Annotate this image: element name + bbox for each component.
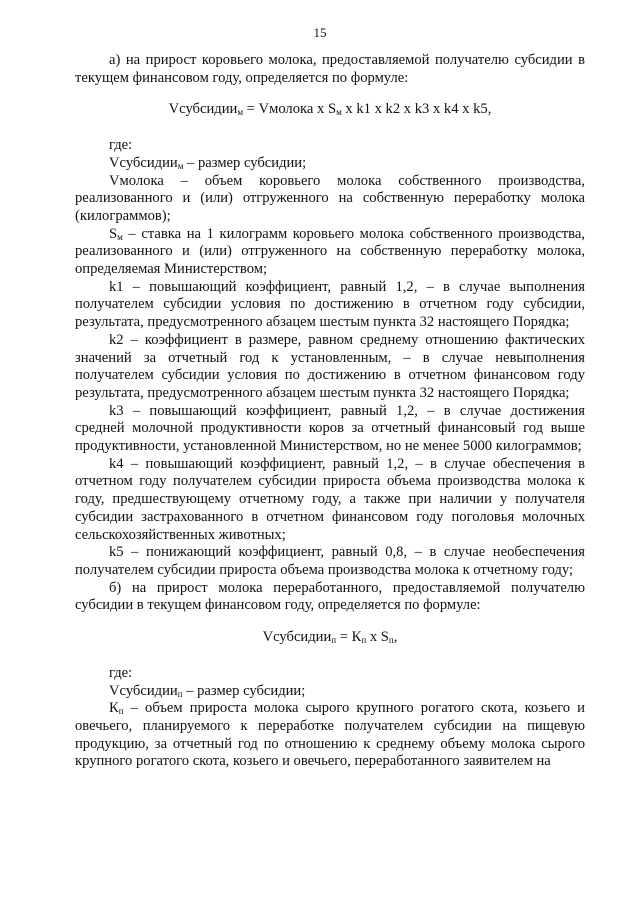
definition-kp [75,700,585,771]
paragraph-b-intro: б) на прирост молока переработанного, предоставляемой получателю субсидии в текущем финансовом году, определяется по формуле: [75,579,585,614]
formula-b-part2: х S [366,629,389,646]
formula-b-sp-sub: п [388,635,394,646]
definition-k3: k3 – повышающий коэффициент, равный 1,2, – в случае достижения средней молочной продуктивности коров за отчетный финансовый год выше продуктивности, установленной Министерством, но не менее 5000 килограммов; [75,402,585,455]
formula-b-kp-sub: п [361,635,367,646]
formula-a-lhs: Vсубсидии [168,101,238,118]
definition-v-moloka: Vмолока – объем коровьего молока собственного производства, реализованного и (или) отгруженного на собственную переработку молока (килограммов); [75,172,585,224]
def-v-subsidy-m-text: – размер субсидии; [183,154,307,171]
def-v-subsidy-p-text: – размер субсидии; [182,682,306,699]
formula-a-sm-sub: м [336,107,342,118]
def-v-subsidy-m-symbol: Vсубсидии [109,154,178,171]
formula-a [75,101,585,119]
definition-k5: k5 – понижающий коэффициент, равный 0,8, – в случае необеспечения получателем субсидии прироста объема производства молока к отчетному году; [75,544,585,578]
def-kp-symbol: К [109,700,119,717]
paragraph-a-intro: а) на прирост коровьего молока, предоставляемой получателю субсидии в текущем финансовом году, определяется по формуле: [75,52,585,86]
where-label-b: где: [109,664,133,681]
def-kp-sub: п [118,706,124,717]
document-body [75,52,585,771]
formula-b-part3: , [393,629,398,646]
definition-k1: k1 – повышающий коэффициент, равный 1,2, – в случае выполнения получателем субсидии условия по достижению в отчетном году субсидии, результата, предусмотренного абзацем шестым пункта 32 настоящего Порядка; [75,278,585,331]
formula-a-lhs-sub: м [237,107,244,118]
formula-b-lhs: Vсубсидии [262,629,332,646]
page-number: 15 [313,25,327,40]
formula-b [75,629,585,647]
def-kp-text: – объем прироста молока сырого крупного рогатого скота, козьего и овечьего, планируемого к переработке получателем субсидии на пищевую продукцию, за отчетный год по отношению к среднему объему молока сырого крупного рогатого скота, козьего и овечьего, переработанного заявителем на [75,700,585,770]
definition-k2: k2 – коэффициент в размере, равном среднему отношению фактических значений за отчетный год к установленным, – в случае невыполнения получателем субсидии условия по достижению в отчетном финансовом году результата, предусмотренного абзацем шестым пункта 32 настоящего Порядка; [75,331,585,401]
def-v-subsidy-m-sub: м [177,160,184,171]
def-sm-text: – ставка на 1 килограмм коровьего молока собственного производства, реализованного и (или) отгруженного на собственную переработку молока, определяемая Министерством; [75,225,585,278]
def-v-subsidy-p-symbol: Vсубсидии [109,682,178,699]
def-sm-symbol: S [109,225,118,242]
where-label-a: где: [109,137,133,154]
formula-a-part1: = Vмолока х S [243,101,337,118]
def-v-subsidy-p-sub: п [177,688,183,699]
formula-b-part1: = К [336,629,362,646]
definition-sm [75,226,585,279]
definition-k4: k4 – повышающий коэффициент, равный 1,2, – в случае обеспечения в отчетном году получателем субсидии прироста объема производства молока к году, предшествующему отчетному году, а также при наличии у получателя субсидии застрахованного в отчетном финансовом году поголовья молочных сельскохозяйственных животных; [75,455,585,543]
definition-v-subsidy-p [75,683,585,701]
def-sm-sub: м [117,231,123,242]
definition-v-subsidy-m [75,155,585,173]
formula-b-lhs-sub: п [331,635,337,646]
formula-a-part2: х k1 х k2 х k3 х k4 х k5, [341,101,492,118]
